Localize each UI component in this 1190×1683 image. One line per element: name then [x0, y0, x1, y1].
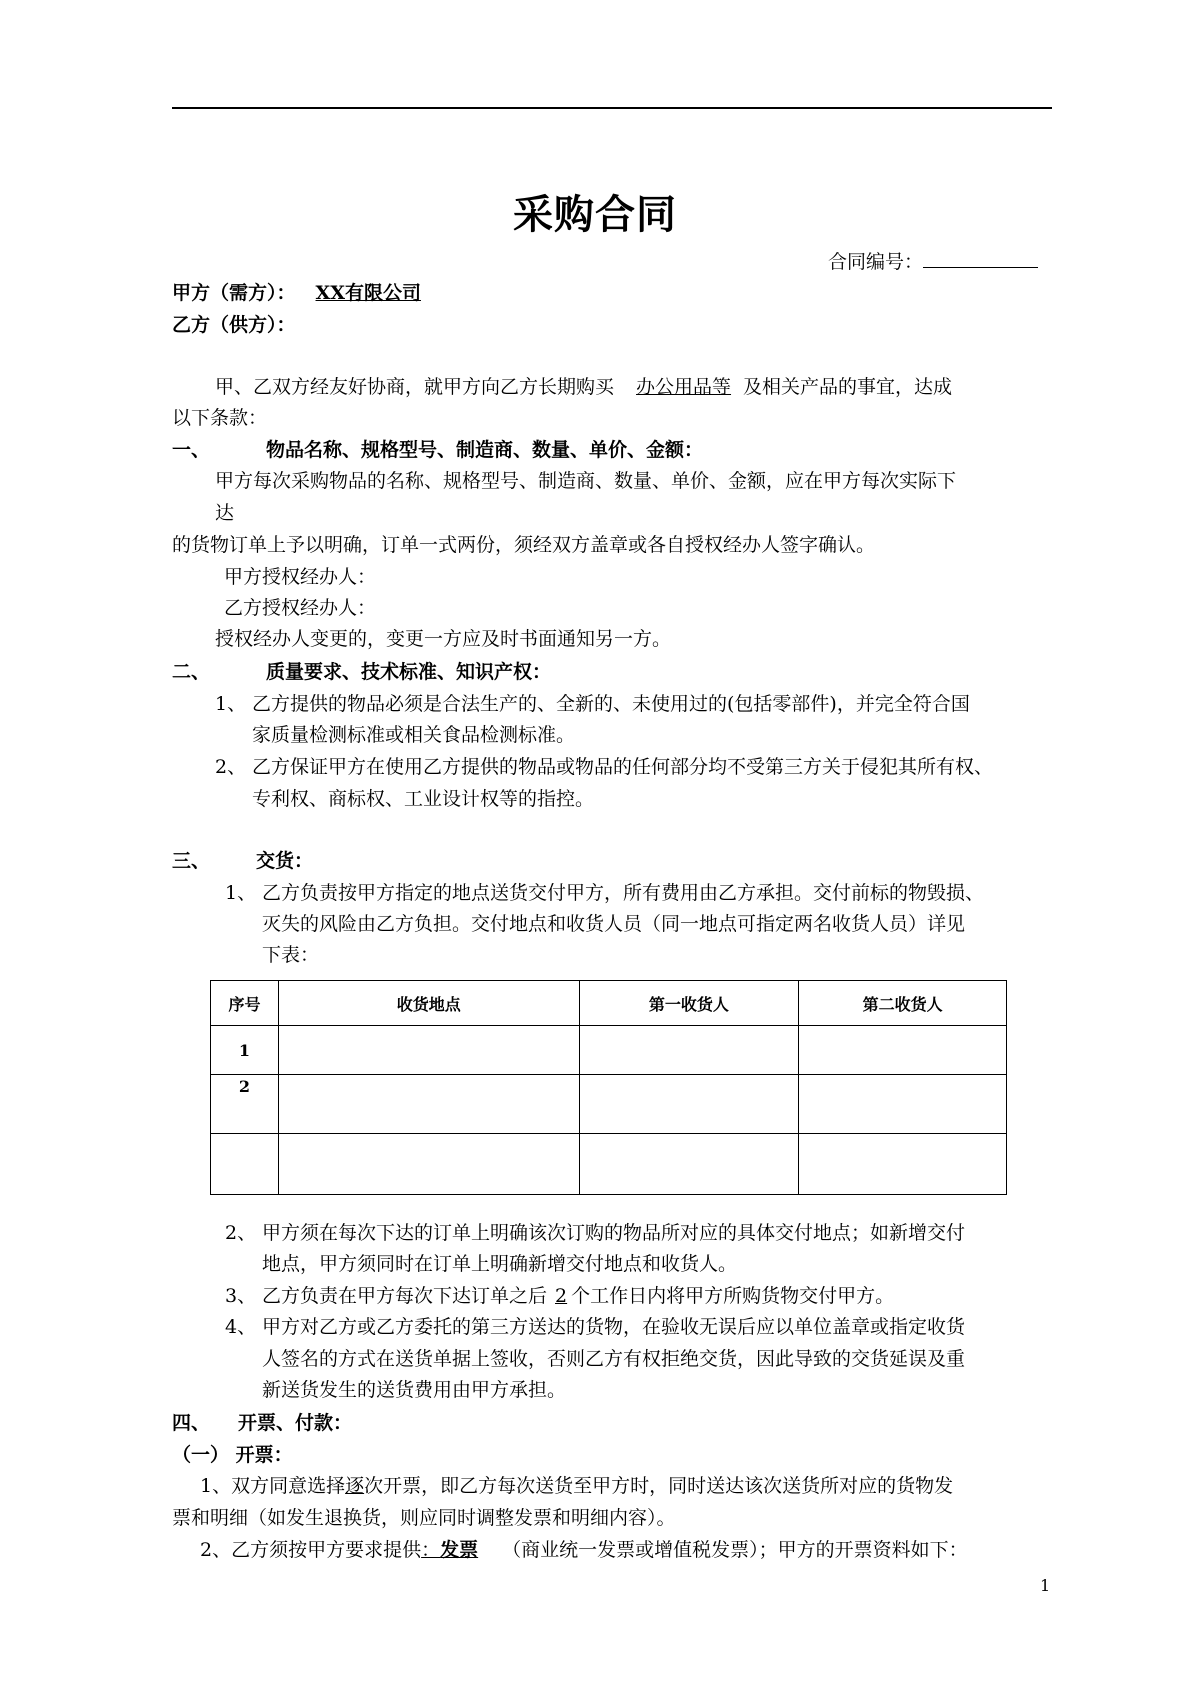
section-2-heading: 质量要求、技术标准、知识产权：: [266, 661, 552, 683]
row-1-seq: 1: [211, 1026, 279, 1075]
invoice-mode[interactable]: 逐: [345, 1475, 365, 1497]
section-3-item-3-number: 3、: [225, 1285, 257, 1307]
row-3-location[interactable]: [278, 1134, 579, 1195]
delivery-table: [210, 980, 1007, 1195]
section-2-item-1-line-1: 乙方提供的物品必须是合法生产的、全新的、未使用过的(包括零部件)，并完全符合国: [252, 693, 970, 715]
section-4-para-2: [200, 1535, 968, 1562]
section-1-para-line-2: 达: [215, 502, 235, 524]
contract-number-blank[interactable]: [923, 248, 1038, 268]
party-a-label: 甲方（需方）：: [172, 282, 296, 304]
section-4-para-1-line-1: [200, 1471, 953, 1498]
row-2-seq: 2: [211, 1075, 279, 1134]
section-3-item-4-line-3: 新送货发生的送货费用由甲方承担。: [262, 1379, 567, 1401]
agent-change-note: 授权经办人变更的，变更一方应及时书面通知另一方。: [215, 628, 672, 650]
section-4-para-1-line-2: 票和明细（如发生退换货，则应同时调整发票和明细内容）。: [172, 1507, 676, 1529]
header-seq: 序号: [211, 981, 279, 1026]
row-3-second-receiver[interactable]: [799, 1134, 1007, 1195]
section-3-item-1-line-1: 乙方负责按甲方指定的地点送货交付甲方，所有费用由乙方承担。交付前标的物毁损、: [262, 882, 985, 904]
row-1-location[interactable]: [278, 1026, 579, 1075]
table-row: [211, 1026, 1007, 1075]
intro-after: 及相关产品的事宜，达成: [743, 376, 953, 398]
section-4-heading: 开票、付款：: [238, 1412, 353, 1434]
section-3-heading: 交货：: [256, 850, 314, 872]
party-a-agent: 甲方授权经办人：: [224, 566, 377, 588]
intro-line-1: [215, 372, 952, 399]
party-a-line: [172, 278, 495, 305]
intro-product[interactable]: 办公用品等: [636, 376, 732, 398]
row-3-seq: [211, 1134, 279, 1195]
para-2-before: 2、乙方须按甲方要求提供: [200, 1539, 422, 1561]
para-2-colon: ：: [421, 1539, 441, 1561]
party-b-label: 乙方（供方）：: [172, 314, 296, 336]
section-3-item-2-line-2: 地点，甲方须同时在订单上明确新增交付地点和收货人。: [262, 1253, 738, 1275]
para-1-after: 次开票，即乙方每次送货至甲方时，同时送达该次送货所对应的货物发: [364, 1475, 954, 1497]
section-4-number: 四、: [172, 1412, 211, 1434]
row-1-first-receiver[interactable]: [579, 1026, 799, 1075]
row-3-first-receiver[interactable]: [579, 1134, 799, 1195]
section-3-item-1-line-2: 灭失的风险由乙方负担。交付地点和收货人员（同一地点可指定两名收货人员）详见: [262, 913, 966, 935]
section-3-item-2-number: 2、: [225, 1222, 257, 1244]
document-title: 采购合同: [513, 192, 677, 238]
section-1-para-line-1: 甲方每次采购物品的名称、规格型号、制造商、数量、单价、金额，应在甲方每次实际下: [215, 470, 957, 492]
section-2-item-1-number: 1、: [215, 693, 247, 715]
para-1-before: 1、双方同意选择: [200, 1475, 346, 1497]
delivery-table-header: [211, 981, 1007, 1026]
intro-line-2: 以下条款：: [172, 407, 268, 429]
contract-number: [828, 247, 1038, 274]
section-2-number: 二、: [172, 661, 211, 683]
section-1-heading: 物品名称、规格型号、制造商、数量、单价、金额：: [266, 439, 704, 461]
section-3-item-1-number: 1、: [225, 882, 257, 904]
header-second-receiver: 第二收货人: [799, 981, 1007, 1026]
item-3-after: 个工作日内将甲方所购货物交付甲方。: [571, 1285, 895, 1307]
section-2-item-2-number: 2、: [215, 756, 247, 778]
row-2-first-receiver[interactable]: [579, 1075, 799, 1134]
party-b-agent: 乙方授权经办人：: [224, 597, 377, 619]
section-3-number: 三、: [172, 850, 211, 872]
table-row: [211, 1075, 1007, 1134]
section-3-item-4-number: 4、: [225, 1316, 257, 1338]
intro-before: 甲、乙双方经友好协商，就甲方向乙方长期购买: [215, 376, 615, 398]
section-2-item-2-line-1: 乙方保证甲方在使用乙方提供的物品或物品的任何部分均不受第三方关于侵犯其所有权、: [252, 756, 994, 778]
item-3-before: 乙方负责在甲方每次下达订单之后: [262, 1285, 548, 1307]
para-2-after: （商业统一发票或增值税发票）；甲方的开票资料如下：: [502, 1539, 968, 1561]
delivery-days[interactable]: 2: [555, 1285, 568, 1307]
contract-number-label: 合同编号：: [828, 251, 924, 273]
section-2-item-1-line-2: 家质量检测标准或相关食品检测标准。: [252, 724, 576, 746]
header-location: 收货地点: [278, 981, 579, 1026]
section-3-item-1-line-3: 下表：: [262, 944, 320, 966]
row-2-second-receiver[interactable]: [799, 1075, 1007, 1134]
section-3-item-3-line: [262, 1281, 894, 1308]
page-number: 1: [1040, 1576, 1051, 1595]
row-2-location[interactable]: [278, 1075, 579, 1134]
header-first-receiver: 第一收货人: [579, 981, 799, 1026]
section-1-para-line-3: 的货物订单上予以明确，订单一式两份，须经双方盖章或各自授权经办人签字确认。: [172, 534, 876, 556]
section-3-item-4-line-2: 人签名的方式在送货单据上签收，否则乙方有权拒绝交货，因此导致的交货延误及重: [262, 1348, 966, 1370]
section-3-item-2-line-1: 甲方须在每次下达的订单上明确该次订购的物品所对应的具体交付地点；如新增交付: [262, 1222, 966, 1244]
section-3-item-4-line-1: 甲方对乙方或乙方委托的第三方送达的货物，在验收无误后应以单位盖章或指定收货: [262, 1316, 966, 1338]
party-a-name[interactable]: XX有限公司: [315, 282, 421, 304]
section-4-sub-1: （一） 开票：: [172, 1444, 293, 1466]
header-rule: [172, 107, 1052, 109]
section-2-item-2-line-2: 专利权、商标权、工业设计权等的指控。: [252, 788, 595, 810]
row-1-second-receiver[interactable]: [799, 1026, 1007, 1075]
section-1-number: 一、: [172, 439, 211, 461]
invoice-type[interactable]: 发票: [440, 1539, 479, 1561]
table-row: [211, 1134, 1007, 1195]
